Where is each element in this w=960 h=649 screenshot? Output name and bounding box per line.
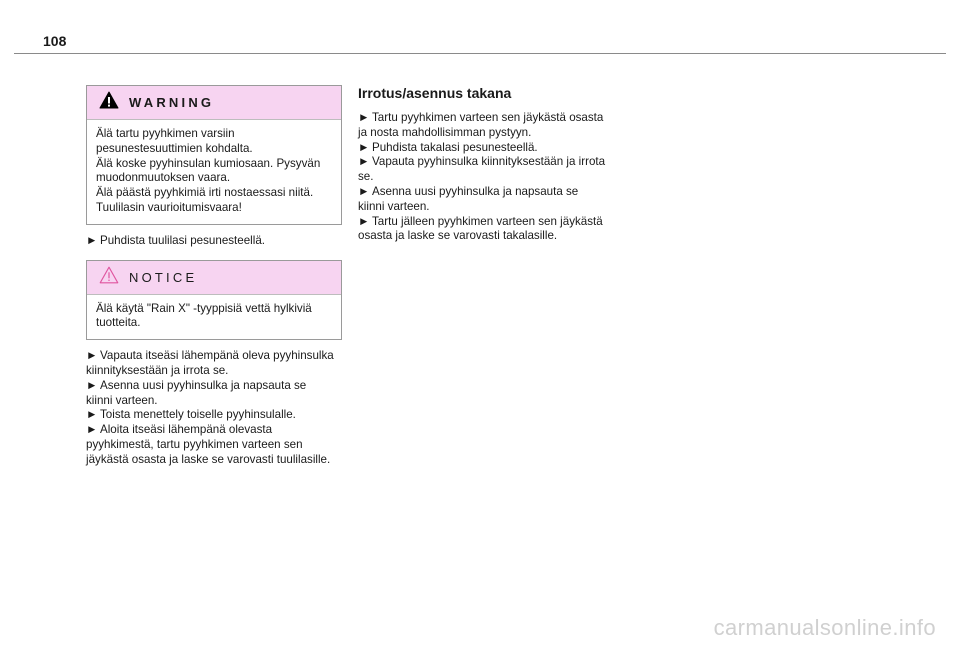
watermark: carmanualsonline.info — [713, 615, 936, 640]
warning-line: Älä koske pyyhinsulan kumiosaan. Pysyvän — [96, 156, 321, 170]
arrow-icon: ► — [358, 111, 370, 124]
instruction-step — [358, 155, 620, 185]
arrow-icon: ► — [86, 408, 98, 422]
step-text: Puhdista tuulilasi pesunesteellä. — [100, 233, 265, 247]
arrow-icon: ► — [86, 233, 98, 247]
instruction-step — [358, 215, 620, 245]
instruction-step — [358, 185, 620, 215]
step-text: kiinnityksestään ja irrota se. — [86, 363, 229, 377]
notice-box — [86, 260, 342, 341]
arrow-icon: ► — [358, 214, 370, 228]
notice-label: NOTICE — [129, 269, 198, 285]
arrow-icon: ► — [358, 184, 370, 198]
step-text: Tartu jälleen pyyhkimen varteen sen jäykästä — [372, 214, 603, 228]
instruction-step — [86, 234, 342, 249]
notice-line: Älä käytä "Rain X" -tyyppisiä vettä hylkiviä — [96, 301, 312, 315]
notice-header — [87, 261, 341, 295]
step-text: Aloita itseäsi lähempänä olevasta — [100, 423, 273, 437]
warning-line: Tuulilasin vaurioitumisvaara! — [96, 200, 242, 214]
notice-line: tuotteita. — [96, 316, 141, 330]
warning-triangle-icon — [99, 91, 119, 114]
left-steps — [86, 349, 342, 467]
arrow-icon: ► — [86, 378, 98, 392]
right-column — [358, 85, 620, 244]
step-text: ja nosta mahdollisimman pystyyn. — [358, 125, 532, 139]
arrow-icon: ► — [86, 423, 98, 437]
step-text: osasta ja laske se varovasti takalasille. — [358, 229, 558, 243]
step-text: Vapauta pyyhinsulka kiinnityksestään ja irrota — [372, 155, 606, 169]
step-text: kiinni varteen. — [358, 199, 430, 213]
step-text: Asenna uusi pyyhinsulka ja napsauta se — [372, 184, 579, 198]
warning-box — [86, 85, 342, 225]
warning-header — [87, 86, 341, 120]
warning-label: WARNING — [129, 95, 215, 110]
notice-text — [87, 295, 341, 340]
warning-line: Älä tartu pyyhkimen varsiin — [96, 127, 235, 140]
warning-text — [87, 120, 341, 224]
left-column — [86, 85, 342, 468]
section-title: Irrotus/asennus takana — [358, 85, 512, 101]
page-number: 108 — [43, 33, 67, 49]
step-text: Tartu pyyhkimen varteen sen jäykästä osasta — [372, 111, 604, 124]
step-text: jäykästä osasta ja laske se varovasti tuulilasille. — [86, 452, 331, 466]
instruction-step — [86, 408, 342, 423]
step-text: Vapauta itseäsi lähempänä oleva pyyhinsulka — [100, 349, 334, 363]
instruction-step — [358, 111, 620, 141]
warning-line: muodonmuutoksen vaara. — [96, 171, 231, 185]
step-text: Asenna uusi pyyhinsulka ja napsauta se — [100, 378, 307, 392]
step-text: Puhdista takalasi pesunesteellä. — [372, 140, 538, 154]
arrow-icon: ► — [358, 140, 370, 154]
warning-line: Älä päästä pyyhkimiä irti nostaessasi niitä. — [96, 186, 314, 200]
arrow-icon: ► — [86, 349, 98, 363]
step-text: kiinni varteen. — [86, 393, 158, 407]
instruction-step — [358, 141, 620, 156]
step-text: se. — [358, 170, 374, 184]
arrow-icon: ► — [358, 155, 370, 169]
instruction-step — [86, 423, 342, 467]
step-text: pyyhkimestä, tartu pyyhkimen varteen sen — [86, 437, 303, 451]
header-divider — [14, 53, 946, 54]
instruction-step — [86, 379, 342, 409]
instruction-step — [86, 349, 342, 379]
notice-triangle-icon — [99, 266, 119, 289]
step-text: Toista menettely toiselle pyyhinsulalle. — [100, 408, 296, 422]
warning-line: pesunestesuuttimien kohdalta. — [96, 141, 253, 155]
